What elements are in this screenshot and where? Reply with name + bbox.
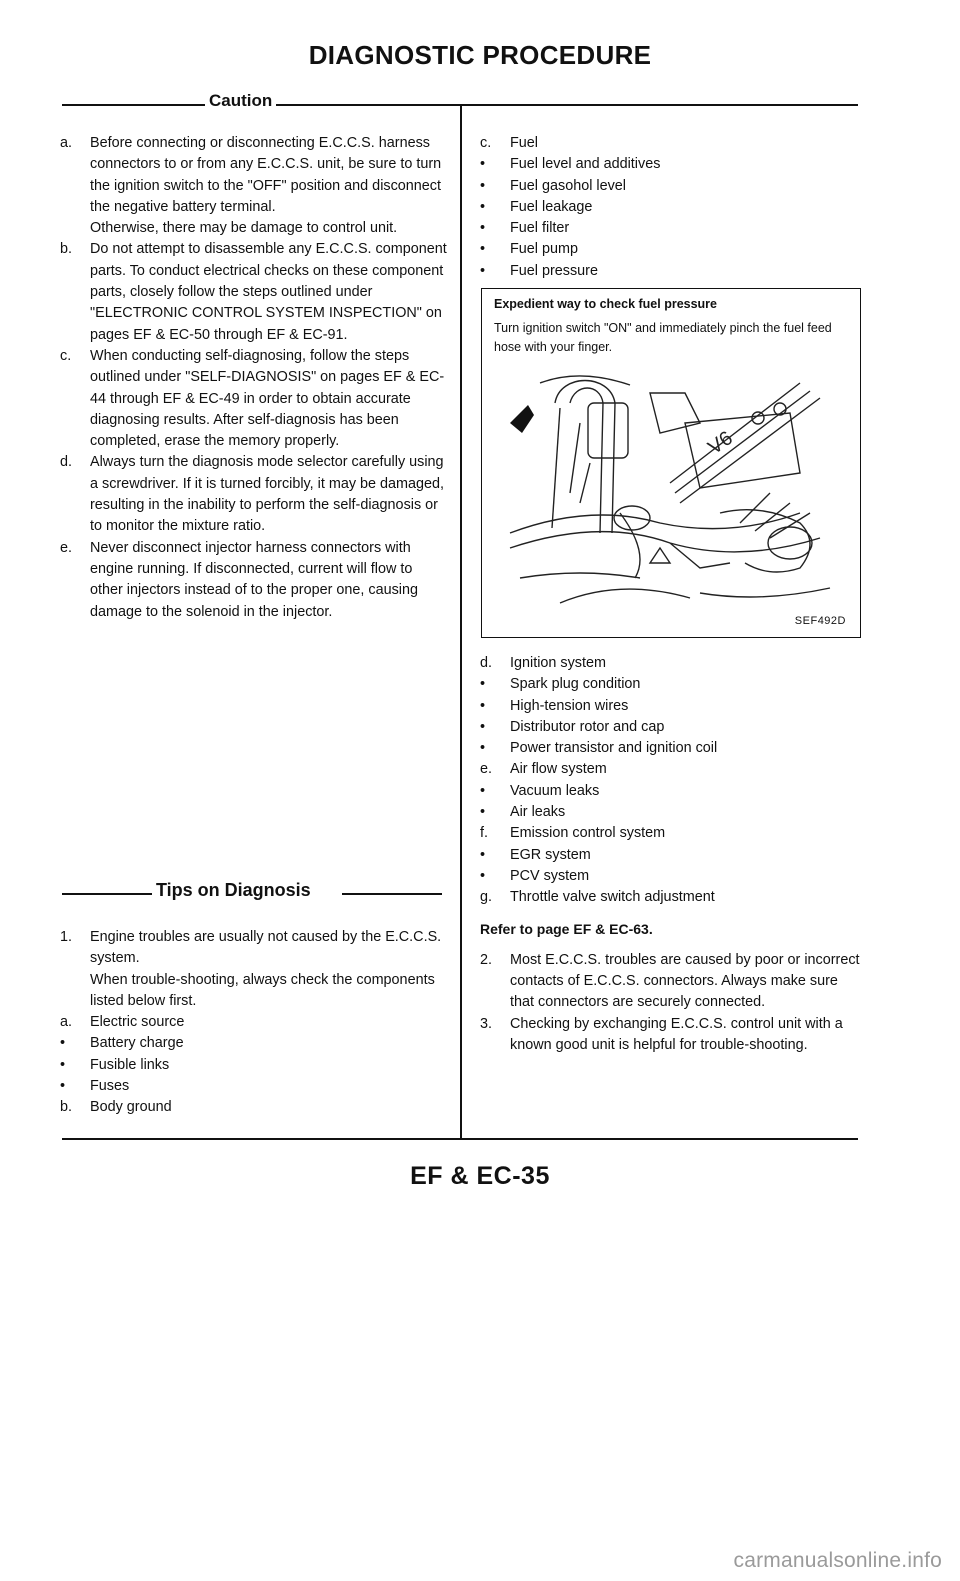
caution-item-c	[60, 346, 448, 452]
list-text: Air leaks	[510, 804, 566, 821]
caution-extra: Otherwise, there may be damage to control unit.	[90, 220, 398, 237]
tips-marker: 1.	[60, 929, 73, 945]
caution-text: When conducting self-diagnosing, follow the steps outlined under "SELF-DIAGNOSIS" on pages EF & EC-44 through EF & EC-49 in order to obtain accurate diagnosing results. After self-diagnosis has been completed, erase the memory properly.	[90, 347, 445, 450]
list-marker: e.	[480, 761, 493, 778]
list-item	[60, 1055, 448, 1076]
list-text: Spark plug condition	[510, 676, 641, 693]
tips-item-2	[480, 950, 860, 1014]
caution-item-e	[60, 538, 448, 623]
caution-heading: Caution	[205, 91, 276, 111]
tips-item-3	[480, 1014, 860, 1057]
tips-item-1	[60, 927, 448, 1012]
list-item	[480, 802, 860, 823]
list-marker: •	[480, 241, 486, 258]
list-item	[480, 887, 860, 908]
list-marker: •	[480, 262, 486, 279]
list-text: Fuel	[510, 135, 538, 151]
list-text: Fuel pump	[510, 241, 578, 258]
list-item	[480, 653, 860, 674]
caution-marker: a.	[60, 135, 73, 151]
list-marker: d.	[480, 655, 493, 671]
list-marker: a.	[60, 1014, 73, 1031]
list-text: Body ground	[90, 1099, 172, 1116]
caution-text: Always turn the diagnosis mode selector carefully using a screwdriver. If it is turned forcibly, it may be damaged, resulting in the inability to perform the self-diagnosis or to monitor the mixture ratio.	[90, 454, 445, 535]
list-marker: •	[480, 867, 486, 884]
list-marker: g.	[480, 889, 493, 906]
caution-item-d	[60, 452, 448, 537]
caution-marker: e.	[60, 539, 73, 556]
bottom-rule	[62, 1138, 858, 1140]
figure-label: SEF492D	[794, 615, 846, 627]
caution-text: Never disconnect injector harness connectors with engine running. If disconnected, current will flow to other injectors instead of to the proper one, causing damage to the solenoid in the injector.	[90, 539, 418, 620]
list-text: Distributor rotor and cap	[510, 718, 665, 735]
list-text: Fusible links	[90, 1056, 170, 1073]
tips-intro-extra: When trouble-shooting, always check the components listed below first.	[90, 971, 435, 1009]
list-item	[60, 1012, 448, 1033]
fuel-box-text: Turn ignition switch "ON" and immediately pinch the fuel feed hose with your finger.	[494, 321, 832, 354]
tips-marker: 2.	[480, 951, 493, 968]
tips-text: Checking by exchanging E.C.C.S. control unit with a known good unit is helpful for trouble-shooting.	[510, 1015, 843, 1054]
list-marker: •	[480, 846, 486, 863]
list-item	[60, 1076, 448, 1097]
list-item	[480, 154, 860, 175]
list-item	[480, 717, 860, 738]
list-item	[480, 133, 860, 154]
tips-header-rule-left	[62, 893, 152, 895]
list-item	[60, 1097, 448, 1118]
tips-text: Most E.C.C.S. troubles are caused by poor or incorrect contacts of E.C.C.S. connectors. Always make sure that connectors are securely connected.	[510, 951, 860, 1011]
list-item	[480, 845, 860, 866]
tips-marker: 3.	[480, 1015, 493, 1032]
list-text: Fuel gasohol level	[510, 177, 626, 194]
fuel-box-title: Expedient way to check fuel pressure	[494, 297, 717, 311]
list-item	[480, 197, 860, 218]
list-text: Fuel level and additives	[510, 156, 661, 173]
list-text: Power transistor and ignition coil	[510, 740, 718, 757]
list-text: Fuel pressure	[510, 262, 598, 279]
caution-item-a	[60, 133, 448, 239]
fuel-list	[480, 133, 860, 282]
list-marker: •	[60, 1056, 66, 1073]
list-marker: •	[480, 697, 486, 714]
list-text: Emission control system	[510, 825, 666, 842]
caution-list	[60, 133, 448, 623]
watermark: carmanualsonline.info	[733, 1549, 942, 1572]
column-divider	[460, 104, 462, 1139]
caution-marker: d.	[60, 454, 73, 471]
caution-text: Do not attempt to disassemble any E.C.C.S. component parts. To conduct electrical checks on these component parts, closely follow the steps outlined under "ELECTRONIC CONTROL SYSTEM INSPECTION" on pages EF & EC-50 through EF & EC-91.	[90, 241, 447, 343]
list-marker: •	[480, 740, 486, 757]
caution-marker: b.	[60, 241, 73, 258]
list-item	[480, 239, 860, 260]
list-item	[480, 759, 860, 780]
list-marker: •	[480, 220, 486, 237]
list-marker: •	[480, 177, 486, 194]
list-text: Fuses	[90, 1078, 130, 1095]
list-text: Fuel leakage	[510, 198, 593, 215]
caution-text: Before connecting or disconnecting E.C.C.S. harness connectors to or from any E.C.C.S. unit, be sure to turn the ignition switch to the "OFF" position and disconnect the negative battery terminal.	[90, 135, 442, 215]
caution-marker: c.	[60, 347, 72, 364]
page-title: DIAGNOSTIC PROCEDURE	[308, 40, 652, 70]
list-item	[480, 176, 860, 197]
list-marker: c.	[480, 135, 492, 151]
list-item	[480, 218, 860, 239]
list-marker: •	[60, 1078, 66, 1095]
caution-item-b	[60, 239, 448, 345]
tips-left-column	[60, 927, 448, 1119]
tips-intro-text: Engine troubles are usually not caused by the E.C.C.S. system.	[90, 929, 442, 967]
system-list	[480, 653, 860, 1056]
refer-note: Refer to page EF & EC-63.	[480, 920, 653, 937]
list-item	[480, 696, 860, 717]
list-item	[480, 823, 860, 844]
list-marker: •	[480, 718, 486, 735]
list-text: Battery charge	[90, 1035, 184, 1052]
list-marker: •	[480, 782, 486, 799]
list-text: Ignition system	[510, 655, 606, 671]
list-text: Air flow system	[510, 761, 607, 778]
list-text: Vacuum leaks	[510, 782, 600, 799]
list-text: EGR system	[510, 846, 591, 863]
list-text: Throttle valve switch adjustment	[510, 889, 715, 906]
list-item	[480, 261, 860, 282]
list-text: High-tension wires	[510, 697, 629, 714]
fuel-pressure-box	[481, 288, 861, 638]
list-text: Fuel filter	[510, 220, 570, 237]
list-item	[60, 1033, 448, 1054]
list-marker: •	[480, 198, 486, 215]
page-footer: EF & EC-35	[410, 1162, 550, 1190]
list-item	[480, 738, 860, 759]
list-text: PCV system	[510, 867, 590, 884]
list-item	[480, 781, 860, 802]
engine-illustration	[500, 363, 840, 618]
list-marker: b.	[60, 1099, 73, 1116]
arrow-icon	[510, 405, 534, 433]
list-item	[480, 674, 860, 695]
spacer	[480, 940, 860, 950]
list-item	[480, 866, 860, 887]
spacer	[480, 909, 860, 919]
list-marker: •	[480, 676, 486, 693]
list-text: Electric source	[90, 1014, 185, 1031]
tips-heading: Tips on Diagnosis	[156, 880, 311, 900]
tips-header-rule-right	[342, 893, 442, 895]
list-marker: f.	[480, 825, 488, 842]
list-marker: •	[480, 804, 486, 821]
svg-text:V6: V6	[704, 427, 737, 460]
list-marker: •	[60, 1035, 66, 1052]
list-marker: •	[480, 156, 486, 173]
